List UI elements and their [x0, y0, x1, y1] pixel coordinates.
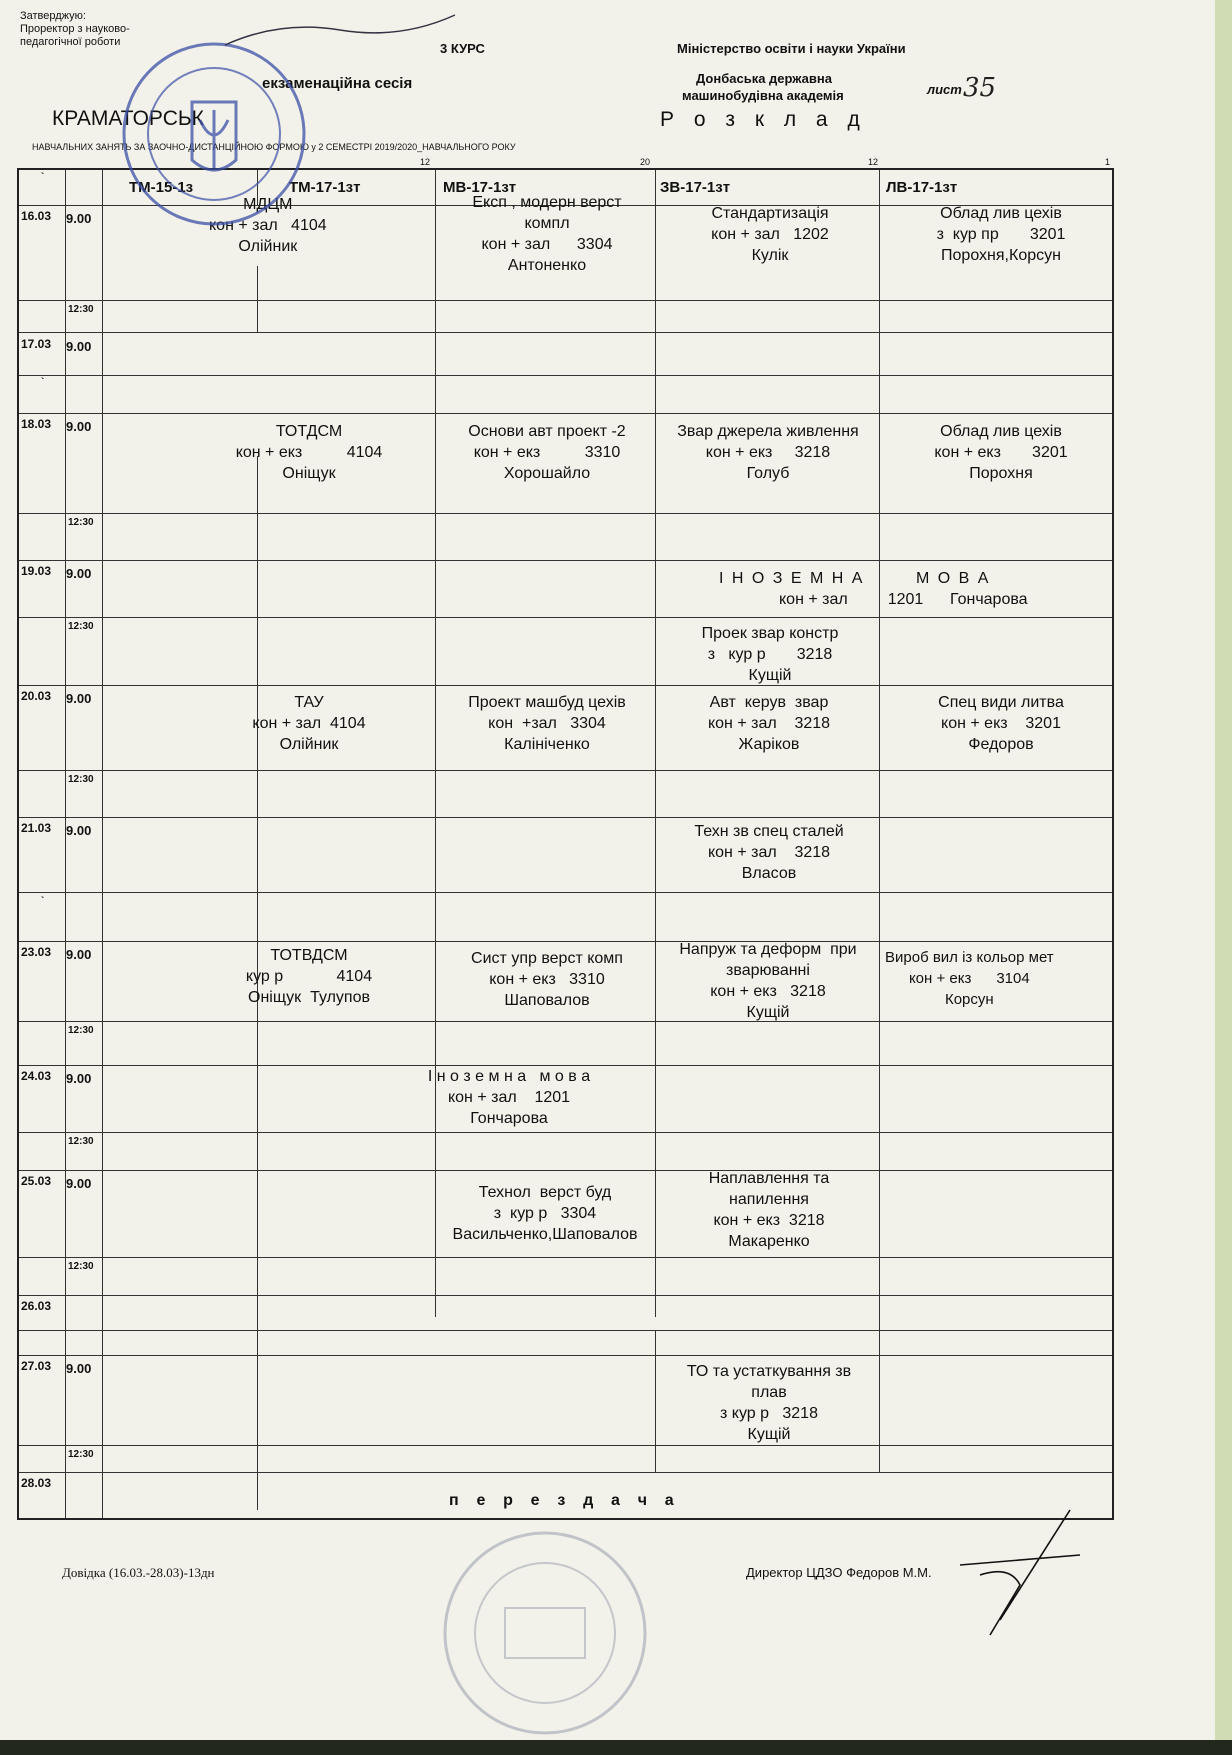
time-label: 12:30 — [68, 1025, 94, 1036]
schedule-entry: І Н О З Е М Н А М О В А — [719, 570, 991, 587]
schedule-entry: Експ , модерн верст компл кон + зал 3304 Антоненко — [472, 194, 622, 274]
time-label: ` — [41, 896, 45, 907]
column-header-lv17: ЛВ-17-1зт — [886, 179, 958, 196]
schedule-entry: Проект машбуд цехів кон +зал 3304 Калініченко — [468, 694, 626, 753]
time-label: 9.00 — [66, 339, 92, 354]
grid-line — [19, 1021, 1112, 1022]
schedule-entry: Технол верст буд з кур р 3304 Васильченко,Шаповалов — [452, 1184, 638, 1243]
schedule-entry: Проек звар констр з кур р 3218 Кущій — [701, 625, 839, 684]
date-label: 16.03 — [21, 209, 52, 223]
schedule-entry: ТАУ кон + зал 4104 Олійник — [252, 694, 366, 753]
page-title: Р о з к л а д — [660, 108, 867, 131]
schedule-entry: Сист упр верст комп кон + екз 3310 Шаповалов — [471, 950, 623, 1009]
schedule-entry: І н о з е м н а м о в а кон + зал 1201 Гончарова — [427, 1068, 591, 1127]
schedule-entry: Вироб вил із кольор мет кон + екз 3104 Корсун — [885, 949, 1054, 1008]
academy-line-1: Донбаська державна — [696, 71, 832, 86]
grid-line — [19, 941, 1112, 942]
grid-line — [19, 1445, 1112, 1446]
approval-line-3: педагогічної роботи — [20, 36, 121, 48]
schedule-entry: ТО та устаткування зв плав з кур р 3218 Кущій — [686, 1363, 852, 1443]
date-label: 23.03 — [21, 945, 52, 959]
academy-line-2: машинобудівна академія — [682, 88, 844, 103]
schedule-entry: ТОТВДСМ кур р 4104 Оніщук Тулупов — [245, 947, 373, 1006]
column-header-tm17: ТМ-17-1зт — [289, 179, 361, 196]
time-label: 9.00 — [66, 1071, 92, 1086]
ministry-label: Міністерство освіти і науки України — [677, 41, 906, 56]
time-label: 12:30 — [68, 621, 94, 632]
grid-line — [879, 1330, 880, 1472]
grid-line — [19, 560, 1112, 561]
sheet-number: 35 — [963, 73, 997, 103]
schedule-entry: МДЦМ кон + зал 4104 Олійник — [209, 196, 327, 255]
grid-line — [19, 300, 1112, 301]
date-label: 20.03 — [21, 689, 52, 703]
session-label: екзаменаційна сесія — [262, 75, 413, 92]
time-label: 12:30 — [68, 1136, 94, 1147]
sheet-label: лист — [927, 82, 962, 97]
time-label: 9.00 — [66, 1361, 92, 1376]
approval-signature — [220, 10, 460, 55]
column-header-zv17: ЗВ-17-1зт — [660, 179, 731, 196]
time-label: 12:30 — [68, 774, 94, 785]
tick-mark: 1 — [1105, 157, 1111, 167]
time-label: 12:30 — [68, 1261, 94, 1272]
director-line: Директор ЦДЗО Федоров М.М. — [746, 1565, 932, 1580]
schedule-entry: Облад лив цехів з кур пр 3201 Порохня,Корсун — [936, 205, 1066, 264]
column-header-tm15: ТМ-15-1з — [129, 179, 194, 196]
date-label: 17.03 — [21, 337, 52, 351]
time-label: 9.00 — [66, 823, 92, 838]
resit-label: п е р е з д а ч а — [449, 1492, 674, 1509]
grid-line — [257, 266, 258, 332]
time-label: 9.00 — [66, 211, 92, 226]
tick-mark: 20 — [640, 157, 651, 167]
city-label: КРАМАТОРСЬК — [52, 107, 204, 130]
grid-line — [19, 1132, 1112, 1133]
grid-line — [879, 170, 880, 1330]
department-stamp — [440, 1528, 650, 1738]
date-label: 28.03 — [21, 1476, 52, 1490]
time-label: 9.00 — [66, 691, 92, 706]
schedule-entry: Стандартизація кон + зал 1202 Кулік — [711, 205, 829, 264]
column-header-mv17: МВ-17-1зт — [443, 179, 517, 196]
grid-line — [19, 1295, 1112, 1296]
date-label: 25.03 — [21, 1174, 52, 1188]
date-label: 19.03 — [21, 564, 52, 578]
schedule-entry: Авт керув звар кон + зал 3218 Жаріков — [707, 694, 831, 753]
course-label: 3 КУРС — [440, 41, 485, 56]
approval-line-1: Затверджую: — [20, 10, 86, 22]
grid-line — [19, 413, 1112, 414]
grid-line — [19, 332, 1112, 333]
schedule-entry: Наплавлення та напилення кон + екз 3218 Макаренко — [708, 1170, 830, 1250]
time-label: ` — [41, 377, 45, 388]
tick-mark: 12 — [420, 157, 431, 167]
time-label: 9.00 — [66, 419, 92, 434]
date-label: 21.03 — [21, 821, 52, 835]
schedule-entry: Напруж та деформ при зварюванні кон + екз 3218 Кущій — [679, 941, 857, 1021]
time-label: 12:30 — [68, 304, 94, 315]
time-label: 9.00 — [66, 1176, 92, 1191]
grid-line — [19, 1257, 1112, 1258]
time-label: 12:30 — [68, 1449, 94, 1460]
schedule-table — [17, 168, 1114, 1520]
grid-line — [655, 170, 656, 1317]
grid-line — [102, 170, 103, 1518]
date-label: 26.03 — [21, 1299, 52, 1313]
schedule-entry: кон + зал 1201 Гончарова — [779, 591, 1028, 608]
grid-line — [19, 617, 1112, 618]
grid-line — [65, 170, 66, 1518]
schedule-entry: Основи авт проект -2 кон + екз 3310 Хорошайло — [468, 423, 626, 482]
tick-mark: 12 — [868, 157, 879, 167]
grid-line — [19, 770, 1112, 771]
grid-line — [19, 1170, 1112, 1171]
schedule-entry: Звар джерела живлення кон + екз 3218 Голуб — [677, 423, 859, 482]
schedule-entry: Спец види литва кон + екз 3201 Федоров — [938, 694, 1064, 753]
schedule-entry: ТОТДСМ кон + екз 4104 Оніщук — [235, 423, 383, 482]
grid-line — [19, 513, 1112, 514]
reference-note: Довідка (16.03.-28.03)-13дн — [62, 1565, 215, 1580]
grid-line — [19, 685, 1112, 686]
time-label: 9.00 — [66, 566, 92, 581]
schedule-entry: Облад лив цехів кон + екз 3201 Порохня — [934, 423, 1068, 482]
grid-line — [19, 892, 1112, 893]
date-label: 18.03 — [21, 417, 52, 431]
corner-mark: ` — [41, 172, 45, 183]
approval-line-2: Проректор з науково- — [20, 23, 130, 35]
grid-line — [655, 1330, 656, 1472]
grid-line — [19, 1355, 1112, 1356]
grid-line — [19, 1330, 1112, 1331]
grid-line — [19, 1472, 1112, 1473]
subtitle: НАВЧАЛЬНИХ ЗАНЯТЬ ЗА ЗАОЧНО-ДИСТАНЦІЙНОЮ ФОРМОЮ у 2 СЕМЕСТРІ 2019/2020_НАВЧАЛЬНОГО РОКУ — [32, 142, 516, 152]
page-edge — [1215, 0, 1232, 1755]
director-signature — [950, 1505, 1090, 1650]
time-label: 9.00 — [66, 947, 92, 962]
grid-line — [19, 375, 1112, 376]
official-seal — [120, 40, 308, 228]
scan-bottom-edge — [0, 1740, 1232, 1755]
grid-line — [19, 817, 1112, 818]
date-label: 27.03 — [21, 1359, 52, 1373]
date-label: 24.03 — [21, 1069, 52, 1083]
time-label: 12:30 — [68, 517, 94, 528]
grid-line — [435, 170, 436, 1317]
schedule-entry: Техн зв спец сталей кон + зал 3218 Власов — [694, 823, 844, 882]
